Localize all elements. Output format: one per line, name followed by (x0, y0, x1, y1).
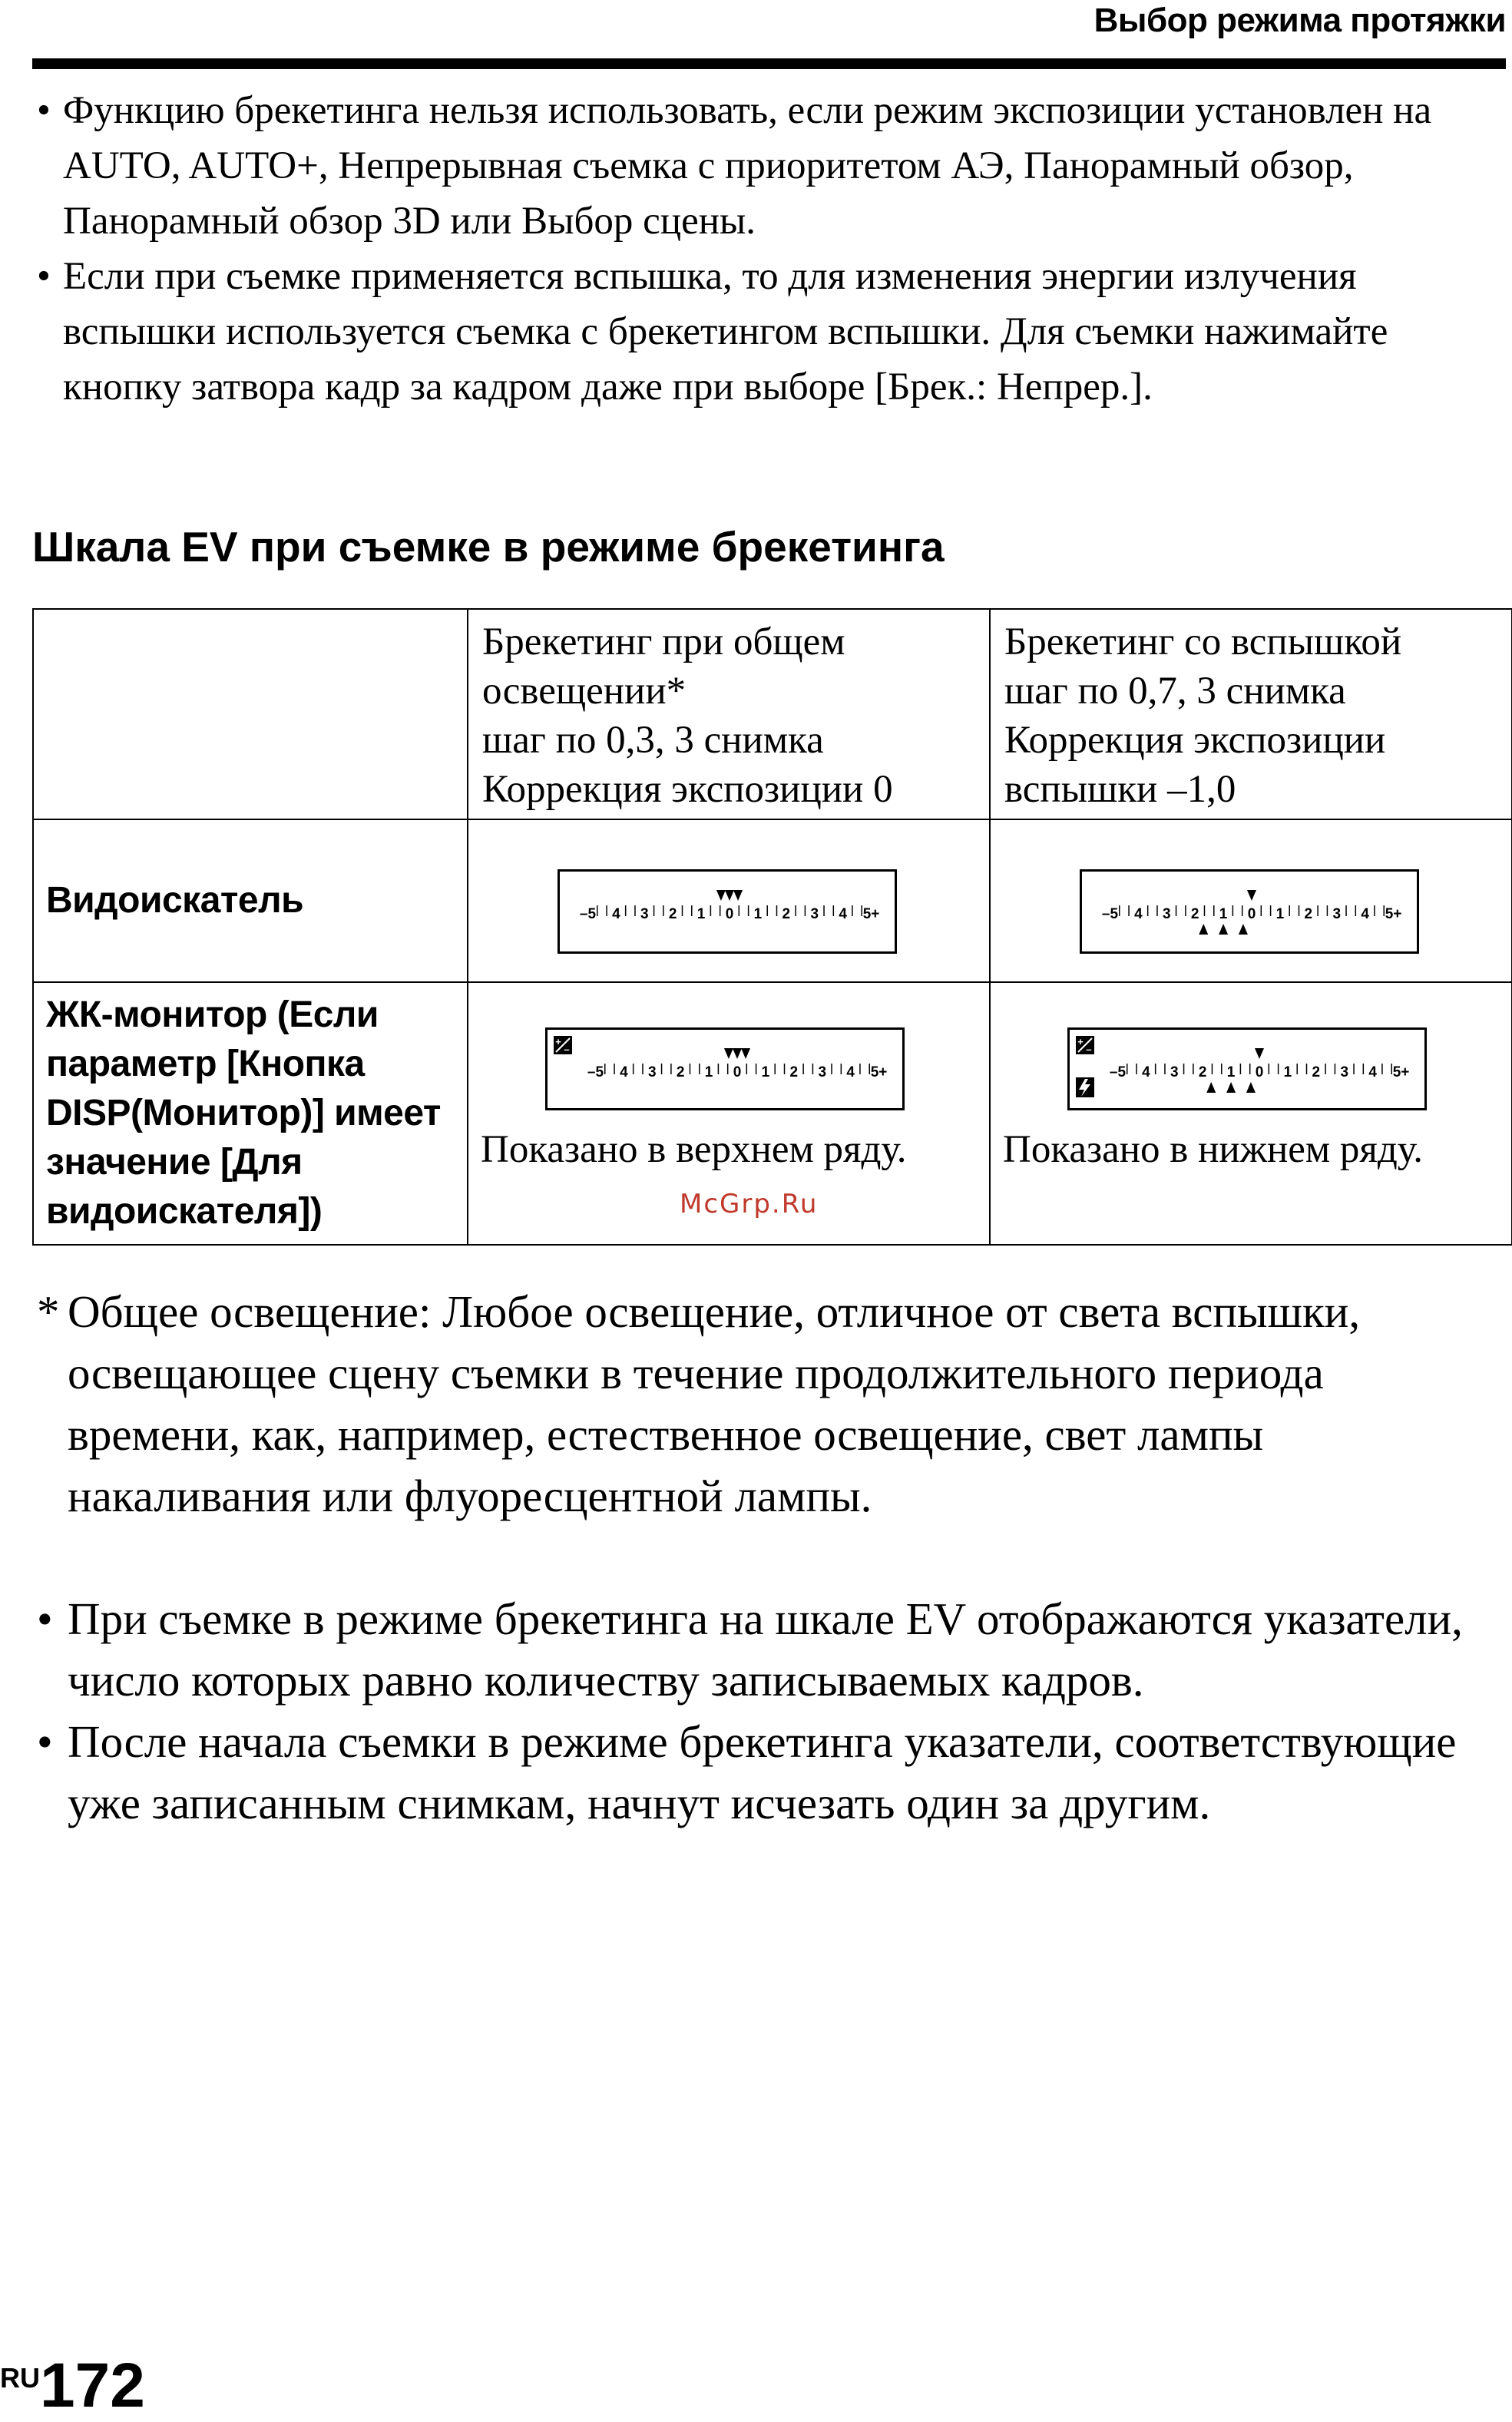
header-rule (32, 58, 1506, 69)
svg-text:–: – (1086, 1044, 1092, 1055)
footnote-mark: * (37, 1286, 60, 1337)
top-notes-list (37, 83, 1504, 415)
lcd-caption-top-row: Показано в верхнем ряду. (481, 1128, 907, 1171)
scale-tick-label: 1 (1219, 906, 1228, 922)
scale-tick-label: 2 (668, 906, 677, 922)
note-item: • Если при съемке применяется вспышка, то для изменения энергии излучения вспышки используется съемка с брекетингом вспышки. Для съемки нажимайте кнопку затвора кадр за кадром даже при выборе [Брек.: Непрер.]. (37, 249, 1504, 415)
scale-tick-label: 2 (1312, 1064, 1321, 1080)
scale-tick-label: 3 (810, 906, 819, 922)
scale-tick-label: 1 (761, 1064, 770, 1080)
scale-tick-label: 5+ (1385, 906, 1402, 922)
scale-tick-label: 2 (789, 1064, 799, 1080)
indicator-top (1255, 1048, 1264, 1059)
scale-tick-label: 1 (696, 906, 706, 922)
scale-tick-label: 5+ (862, 906, 880, 922)
scale-tick-label: 2 (1304, 906, 1313, 922)
page-num: 172 (40, 2351, 145, 2420)
scale-tick-label: –5 (587, 1064, 604, 1080)
scale-tick-label: –5 (579, 906, 597, 922)
ev-scale-lcd-2 (1067, 1027, 1427, 1110)
scale-tick-label: 4 (612, 906, 620, 922)
page-lang: RU (0, 2362, 40, 2394)
scale-tick-label: 2 (676, 1064, 685, 1080)
scale-tick-label: 0 (1247, 906, 1256, 922)
ev-scale-viewfinder-2 (1080, 869, 1419, 954)
empty-corner-cell (33, 609, 468, 819)
footnote (37, 1281, 1488, 1527)
scale-tick-label: 3 (818, 1064, 827, 1080)
indicator-bottom (1219, 924, 1228, 935)
note-item: • Функцию брекетинга нельзя использовать, если режим экспозиции установлен на AUTO, AUTO+, Непрерывная съемка с приоритетом АЭ, Панорамный обзор, Панорамный обзор 3D или Выбор сцены. (37, 83, 1504, 249)
scale-tick-label: 4 (620, 1064, 628, 1080)
scale-tick-label: 2 (782, 906, 791, 922)
lcd-caption-bottom-row: Показано в нижнем ряду. (1003, 1128, 1423, 1171)
scale-tick-label: 2 (1198, 1064, 1207, 1080)
bottom-notes-list (37, 1588, 1507, 1834)
scale-tick-label: 4 (1361, 906, 1369, 922)
svg-text:+: + (555, 1036, 561, 1047)
scale-tick-label: 4 (1368, 1064, 1377, 1080)
scale-tick-label: 0 (733, 1064, 742, 1080)
col-header-flash-bracket: Брекетинг со вспышкой шаг по 0,7, 3 снимка Коррекция экспозиции вспышки –1,0 (990, 609, 1512, 819)
indicator-bottom (1226, 1082, 1236, 1093)
scale-tick-label: 1 (753, 906, 763, 922)
scale-tick-label: 2 (1190, 906, 1199, 922)
indicator-top (724, 1048, 733, 1059)
ev-scale-viewfinder-1 (557, 869, 897, 954)
scale-tick-label: –5 (1101, 906, 1119, 922)
scale-tick-label: –5 (1109, 1064, 1127, 1080)
indicator-top (716, 890, 726, 901)
scale-tick-label: 3 (1162, 906, 1171, 922)
svg-text:+: + (1077, 1036, 1084, 1047)
row-header-viewfinder: Видоискатель (33, 819, 468, 982)
scale-tick-label: 1 (1283, 1064, 1292, 1080)
scale-tick-label: 3 (1332, 906, 1342, 922)
scale-tick-label: 4 (1142, 1064, 1150, 1080)
flash-comp-icon (1076, 1077, 1094, 1097)
note-item: • После начала съемки в режиме брекетинга указатели, соответствующие уже записанным снимкам, начнут исчезать один за другим. (37, 1711, 1507, 1834)
scale-tick-label: 4 (846, 1064, 855, 1080)
scale-tick-label: 5+ (1392, 1064, 1410, 1080)
running-header-title: Выбор режима протяжки (1093, 2, 1506, 39)
note-item: • При съемке в режиме брекетинга на шкале EV отображаются указатели, число которых равно количеству записываемых кадров. (37, 1588, 1507, 1711)
exposure-comp-icon (554, 1036, 572, 1055)
scale-tick-label: 4 (839, 906, 847, 922)
scale-tick-label: 0 (725, 906, 734, 922)
indicator-bottom (1239, 924, 1248, 935)
ev-scale-lcd-1 (545, 1027, 905, 1110)
lcd-scale-cell-2 (990, 982, 1512, 1245)
indicator-top (725, 890, 734, 901)
svg-text:–: – (564, 1044, 570, 1055)
viewfinder-scale-cell-1 (468, 819, 990, 982)
section-heading: Шкала EV при съемке в режиме брекетинга (32, 523, 945, 571)
page-number (0, 2350, 145, 2422)
table-header-row (33, 609, 1512, 819)
scale-tick-label: 1 (704, 1064, 713, 1080)
scale-tick-label: 0 (1255, 1064, 1264, 1080)
scale-tick-label: 3 (640, 906, 649, 922)
scale-tick-label: 3 (1340, 1064, 1349, 1080)
watermark: McGrp.Ru (680, 1189, 819, 1219)
scale-tick-label: 5+ (870, 1064, 888, 1080)
ev-scale-table (32, 608, 1512, 1246)
indicator-top (1247, 890, 1256, 901)
indicator-bottom (1199, 924, 1208, 935)
viewfinder-scale-cell-2 (990, 819, 1512, 982)
indicator-bottom (1206, 1082, 1216, 1093)
indicator-bottom (1246, 1082, 1256, 1093)
scale-tick-label: 1 (1226, 1064, 1236, 1080)
indicator-top (741, 1048, 750, 1059)
indicator-top (733, 890, 743, 901)
exposure-comp-icon (1076, 1036, 1094, 1055)
scale-tick-label: 3 (647, 1064, 657, 1080)
scale-tick-label: 1 (1275, 906, 1285, 922)
scale-tick-label: 4 (1134, 906, 1143, 922)
footnote-text: Общее освещение: Любое освещение, отличное от света вспышки, освещающее сцену съемки в течение продолжительного периода времени, как, например, естественное освещение, свет лампы накаливания или флуоресцентной лампы. (68, 1286, 1361, 1521)
indicator-top (733, 1048, 742, 1059)
col-header-ambient-bracket: Брекетинг при общем освещении* шаг по 0,3, 3 снимка Коррекция экспозиции 0 (468, 609, 990, 819)
scale-tick-label: 3 (1170, 1064, 1179, 1080)
table-row-viewfinder (33, 819, 1512, 982)
row-header-lcd: ЖК-монитор (Если параметр [Кнопка DISP(Монитор)] имеет значение [Для видоискателя]) (33, 982, 468, 1245)
